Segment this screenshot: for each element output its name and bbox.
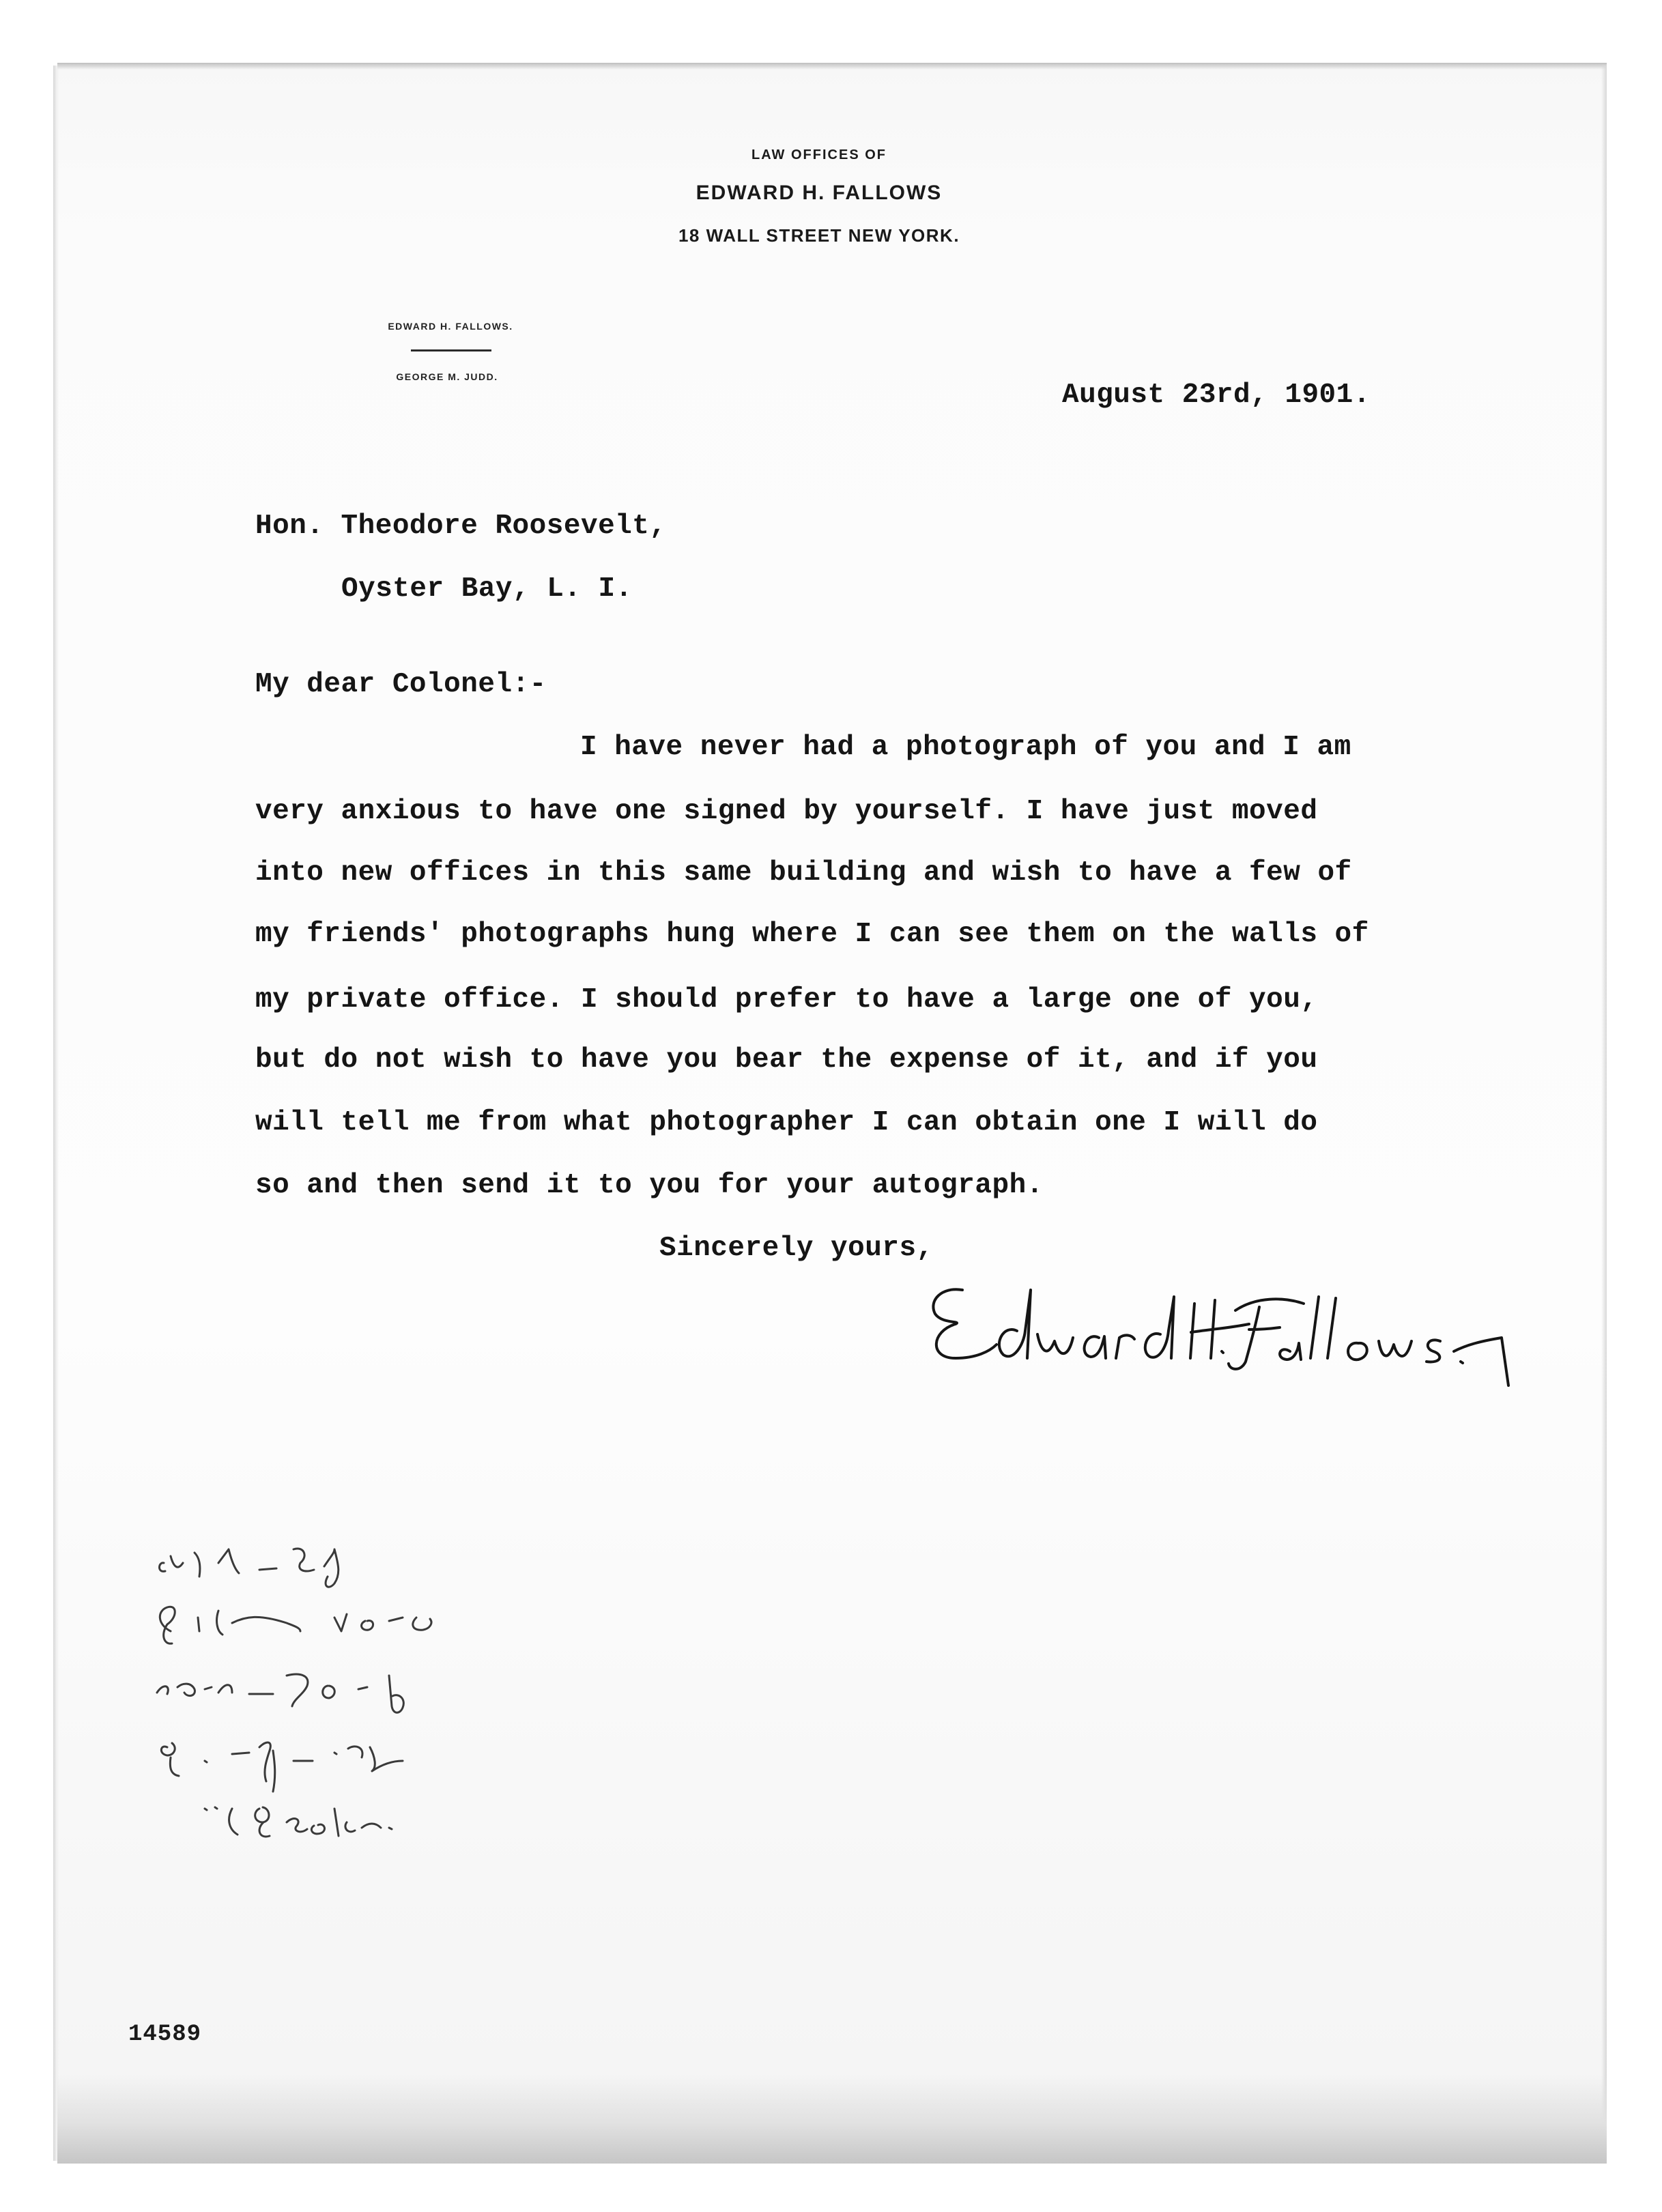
paper-bottom-shadow bbox=[57, 2075, 1607, 2164]
paper-left-edge bbox=[53, 66, 59, 2161]
paper-top-shadow bbox=[57, 63, 1607, 70]
body-line: my private office. I should prefer to have a large one of you, bbox=[255, 984, 1318, 1016]
body-line: will tell me from what photographer I can obtain one I will do bbox=[255, 1107, 1318, 1138]
closing: Sincerely yours, bbox=[659, 1233, 934, 1264]
body-line: very anxious to have one signed by yourself. I have just moved bbox=[255, 796, 1318, 827]
recipient-name: Hon. Theodore Roosevelt, bbox=[255, 511, 667, 542]
handwritten-signature bbox=[915, 1249, 1556, 1385]
shorthand-notes bbox=[130, 1536, 607, 1918]
body-line: I have never had a photograph of you and I am bbox=[580, 732, 1351, 763]
body-line: so and then send it to you for your autograph. bbox=[255, 1170, 1044, 1201]
body-line: into new offices in this same building and wish to have a few of bbox=[255, 857, 1352, 889]
letterhead-heading: LAW OFFICES OF bbox=[751, 147, 887, 162]
partner-name: GEORGE M. JUDD. bbox=[396, 371, 498, 382]
partner-name: EDWARD H. FALLOWS. bbox=[388, 321, 513, 332]
body-line: but do not wish to have you bear the expense of it, and if you bbox=[255, 1044, 1318, 1076]
recipient-address: Oyster Bay, L. I. bbox=[341, 573, 633, 605]
body-line: my friends' photographs hung where I can see them on the walls of bbox=[255, 919, 1369, 950]
letterhead-name: EDWARD H. FALLOWS bbox=[696, 182, 943, 204]
letterhead-address: 18 WALL STREET NEW YORK. bbox=[678, 225, 960, 246]
letter-date: August 23rd, 1901. bbox=[1062, 379, 1371, 411]
paper-right-edge bbox=[1601, 66, 1607, 2161]
partner-divider bbox=[411, 349, 491, 351]
document-number: 14589 bbox=[128, 2022, 202, 2048]
salutation: My dear Colonel:- bbox=[255, 669, 547, 700]
